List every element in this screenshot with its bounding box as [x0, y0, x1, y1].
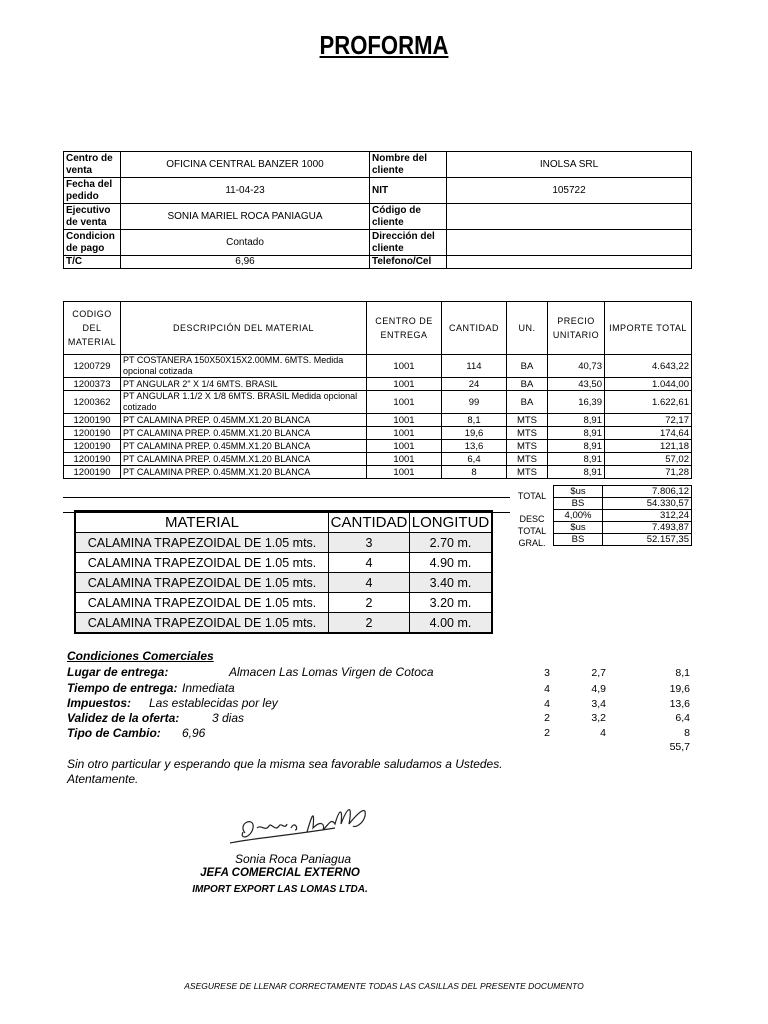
- item-unit: MTS: [507, 466, 548, 479]
- item-center: 1001: [367, 414, 442, 427]
- item-description: PT ANGULAR 2" X 1/4 6MTS. BRASIL: [121, 378, 367, 391]
- calamina-row: [75, 533, 492, 553]
- item-code: 1200373: [64, 378, 121, 391]
- calamina-material: CALAMINA TRAPEZOIDAL DE 1.05 mts.: [75, 533, 329, 553]
- info-label: Ejecutivo de venta: [64, 204, 121, 230]
- totals-value: 54.330,57: [603, 498, 692, 510]
- item-code: 1200190: [64, 427, 121, 440]
- col-header-unit: UN.: [507, 302, 548, 355]
- conditions-heading: Condiciones Comerciales: [67, 649, 214, 663]
- col-header-unit-price: PRECIO UNITARIO: [548, 302, 605, 355]
- item-center: 1001: [367, 440, 442, 453]
- calamina-quantity: 2: [329, 593, 410, 613]
- totals-key: $us: [554, 486, 603, 498]
- item-center: 1001: [367, 466, 442, 479]
- calamina-header-quantity: CANTIDAD: [329, 511, 410, 533]
- grand-total-label-2: GRAL.: [518, 538, 546, 548]
- col-header-code: CODIGO DEL MATERIAL: [64, 302, 121, 355]
- condition-key: Tipo de Cambio:: [67, 726, 161, 740]
- item-quantity: 19,6: [442, 427, 507, 440]
- side-calc-value: 4,9: [591, 683, 606, 695]
- side-calc-total: 55,7: [669, 741, 690, 753]
- calamina-row: [75, 573, 492, 593]
- info-row: [64, 204, 692, 230]
- calamina-material: CALAMINA TRAPEZOIDAL DE 1.05 mts.: [75, 593, 329, 613]
- calamina-header-row: [75, 511, 492, 533]
- item-quantity: 8,1: [442, 414, 507, 427]
- side-calc-value: 6,4: [675, 712, 690, 724]
- item-quantity: 114: [442, 355, 507, 378]
- item-total: 72,17: [605, 414, 692, 427]
- info-label: Condicion de pago: [64, 230, 121, 256]
- divider: [63, 497, 510, 498]
- items-table: [63, 301, 692, 479]
- item-unit: BA: [507, 391, 548, 414]
- item-unit: MTS: [507, 414, 548, 427]
- col-header-center: CENTRO DE ENTREGA: [367, 302, 442, 355]
- totals-key: 4,00%: [554, 510, 603, 522]
- info-label: Dirección del cliente: [370, 230, 447, 256]
- table-row: [64, 466, 692, 479]
- totals-key: $us: [554, 522, 603, 534]
- info-label: Código de cliente: [370, 204, 447, 230]
- item-center: 1001: [367, 427, 442, 440]
- item-quantity: 99: [442, 391, 507, 414]
- item-code: 1200729: [64, 355, 121, 378]
- item-unit-price: 8,91: [548, 440, 605, 453]
- closing-text: Sin otro particular y esperando que la misma sea favorable saludamos a Ustedes.: [67, 757, 503, 771]
- side-calc-value: 8,1: [675, 667, 690, 679]
- item-unit-price: 8,91: [548, 427, 605, 440]
- condition-key: Lugar de entrega:: [67, 665, 169, 679]
- signatory-company: IMPORT EXPORT LAS LOMAS LTDA.: [192, 884, 368, 895]
- signatory-name: Sonia Roca Paniagua: [234, 852, 352, 866]
- table-row: [64, 440, 692, 453]
- item-code: 1200362: [64, 391, 121, 414]
- condition-value: Inmediata: [182, 681, 235, 695]
- signatory-role: JEFA COMERCIAL EXTERNO: [200, 867, 360, 879]
- table-row: [64, 427, 692, 440]
- item-total: 57,02: [605, 453, 692, 466]
- info-label: Nombre del cliente: [370, 152, 447, 178]
- totals-key: BS: [554, 498, 603, 510]
- totals-value: 7.806,12: [603, 486, 692, 498]
- calamina-row: [75, 613, 492, 634]
- calamina-quantity: 3: [329, 533, 410, 553]
- side-calc-value: 8: [684, 727, 690, 739]
- item-unit: MTS: [507, 427, 548, 440]
- info-value: 105722: [447, 178, 692, 204]
- side-calc-value: 2: [544, 712, 550, 724]
- totals-table: [553, 485, 692, 546]
- item-unit-price: 40,73: [548, 355, 605, 378]
- discount-label: DESC: [519, 514, 545, 524]
- condition-key: Validez de la oferta:: [67, 711, 180, 725]
- item-code: 1200190: [64, 414, 121, 427]
- item-total: 1.622,61: [605, 391, 692, 414]
- grand-total-label-1: TOTAL: [517, 526, 547, 536]
- condition-value: 3 dias: [212, 711, 245, 725]
- total-label: TOTAL: [517, 491, 547, 501]
- calamina-material: CALAMINA TRAPEZOIDAL DE 1.05 mts.: [75, 613, 329, 634]
- item-quantity: 6,4: [442, 453, 507, 466]
- side-calc-value: 13,6: [669, 698, 690, 710]
- totals-row: [554, 534, 692, 546]
- item-unit-price: 16,39: [548, 391, 605, 414]
- item-code: 1200190: [64, 466, 121, 479]
- info-value: 11-04-23: [121, 178, 370, 204]
- totals-key: BS: [554, 534, 603, 546]
- item-quantity: 24: [442, 378, 507, 391]
- info-value: Contado: [121, 230, 370, 256]
- condition-value: Almacen Las Lomas Virgen de Cotoca: [229, 665, 434, 679]
- side-calc-value: 4: [544, 683, 550, 695]
- document-title: PROFORMA: [319, 30, 449, 60]
- col-header-quantity: CANTIDAD: [442, 302, 507, 355]
- calamina-table: [74, 510, 493, 634]
- item-unit-price: 8,91: [548, 466, 605, 479]
- item-total: 121,18: [605, 440, 692, 453]
- info-label: T/C: [64, 256, 121, 269]
- calamina-quantity: 4: [329, 553, 410, 573]
- handwritten-signature: [225, 798, 385, 853]
- calamina-row: [75, 593, 492, 613]
- condition-value: Las establecidas por ley: [149, 696, 278, 710]
- calamina-length: 2.70 m.: [410, 533, 493, 553]
- totals-value: 312,24: [603, 510, 692, 522]
- calamina-quantity: 4: [329, 573, 410, 593]
- calamina-length: 4.00 m.: [410, 613, 493, 634]
- table-row: [64, 391, 692, 414]
- side-calc-value: 3,4: [591, 698, 606, 710]
- closing-regards: Atentamente.: [67, 772, 139, 786]
- item-description: PT CALAMINA PREP. 0.45MM.X1.20 BLANCA: [121, 414, 367, 427]
- table-row: [64, 378, 692, 391]
- totals-row: [554, 498, 692, 510]
- item-description: PT CALAMINA PREP. 0.45MM.X1.20 BLANCA: [121, 453, 367, 466]
- info-label: NIT: [370, 178, 447, 204]
- side-calc-value: 2: [544, 727, 550, 739]
- item-center: 1001: [367, 391, 442, 414]
- item-quantity: 8: [442, 466, 507, 479]
- side-calc-value: 19,6: [669, 683, 690, 695]
- calamina-quantity: 2: [329, 613, 410, 634]
- item-center: 1001: [367, 355, 442, 378]
- condition-key: Impuestos:: [67, 696, 132, 710]
- items-header-row: [64, 302, 692, 355]
- condition-key: Tiempo de entrega:: [67, 681, 178, 695]
- calamina-header-length: LONGITUD: [410, 511, 493, 533]
- col-header-description: DESCRIPCIÓN DEL MATERIAL: [121, 302, 367, 355]
- item-unit-price: 43,50: [548, 378, 605, 391]
- item-description: PT ANGULAR 1.1/2 X 1/8 6MTS. BRASIL Medida opcional cotizado: [121, 391, 367, 414]
- item-unit: BA: [507, 355, 548, 378]
- info-row: [64, 152, 692, 178]
- item-center: 1001: [367, 453, 442, 466]
- item-unit-price: 8,91: [548, 414, 605, 427]
- item-description: PT CALAMINA PREP. 0.45MM.X1.20 BLANCA: [121, 440, 367, 453]
- info-value: 6,96: [121, 256, 370, 269]
- item-total: 1.044,00: [605, 378, 692, 391]
- item-description: PT COSTANERA 150X50X15X2.00MM. 6MTS. Medida opcional cotizada: [121, 355, 367, 378]
- item-description: PT CALAMINA PREP. 0.45MM.X1.20 BLANCA: [121, 427, 367, 440]
- calamina-material: CALAMINA TRAPEZOIDAL DE 1.05 mts.: [75, 553, 329, 573]
- info-value: INOLSA SRL: [447, 152, 692, 178]
- calamina-length: 4.90 m.: [410, 553, 493, 573]
- footer-notice: ASEGURESE DE LLENAR CORRECTAMENTE TODAS LAS CASILLAS DEL PRESENTE DOCUMENTO: [184, 981, 584, 991]
- item-total: 71,28: [605, 466, 692, 479]
- calamina-material: CALAMINA TRAPEZOIDAL DE 1.05 mts.: [75, 573, 329, 593]
- calamina-row: [75, 553, 492, 573]
- item-quantity: 13,6: [442, 440, 507, 453]
- info-label: Fecha del pedido: [64, 178, 121, 204]
- info-row: [64, 230, 692, 256]
- table-row: [64, 355, 692, 378]
- item-total: 174,64: [605, 427, 692, 440]
- condition-value: 6,96: [182, 726, 206, 740]
- totals-row: [554, 510, 692, 522]
- item-total: 4.643,22: [605, 355, 692, 378]
- item-unit: MTS: [507, 453, 548, 466]
- item-unit: MTS: [507, 440, 548, 453]
- info-row: [64, 256, 692, 269]
- side-calc-value: 4: [600, 727, 606, 739]
- item-description: PT CALAMINA PREP. 0.45MM.X1.20 BLANCA: [121, 466, 367, 479]
- info-label: Centro de venta: [64, 152, 121, 178]
- info-value: [447, 230, 692, 256]
- info-row: [64, 178, 692, 204]
- totals-value: 52.157,35: [603, 534, 692, 546]
- info-value: [447, 204, 692, 230]
- info-value: SONIA MARIEL ROCA PANIAGUA: [121, 204, 370, 230]
- calamina-length: 3.40 m.: [410, 573, 493, 593]
- col-header-total: IMPORTE TOTAL: [605, 302, 692, 355]
- totals-row: [554, 486, 692, 498]
- calamina-length: 3.20 m.: [410, 593, 493, 613]
- info-value: [447, 256, 692, 269]
- item-code: 1200190: [64, 453, 121, 466]
- table-row: [64, 453, 692, 466]
- calamina-header-material: MATERIAL: [75, 511, 329, 533]
- item-unit: BA: [507, 378, 548, 391]
- info-value: OFICINA CENTRAL BANZER 1000: [121, 152, 370, 178]
- side-calc-value: 4: [544, 698, 550, 710]
- side-calc-value: 3,2: [591, 712, 606, 724]
- side-calc-value: 2,7: [591, 667, 606, 679]
- table-row: [64, 414, 692, 427]
- info-label: Telefono/Cel: [370, 256, 447, 269]
- totals-value: 7.493,87: [603, 522, 692, 534]
- item-unit-price: 8,91: [548, 453, 605, 466]
- totals-row: [554, 522, 692, 534]
- order-info-table: [63, 151, 692, 269]
- item-code: 1200190: [64, 440, 121, 453]
- side-calc-value: 3: [544, 667, 550, 679]
- item-center: 1001: [367, 378, 442, 391]
